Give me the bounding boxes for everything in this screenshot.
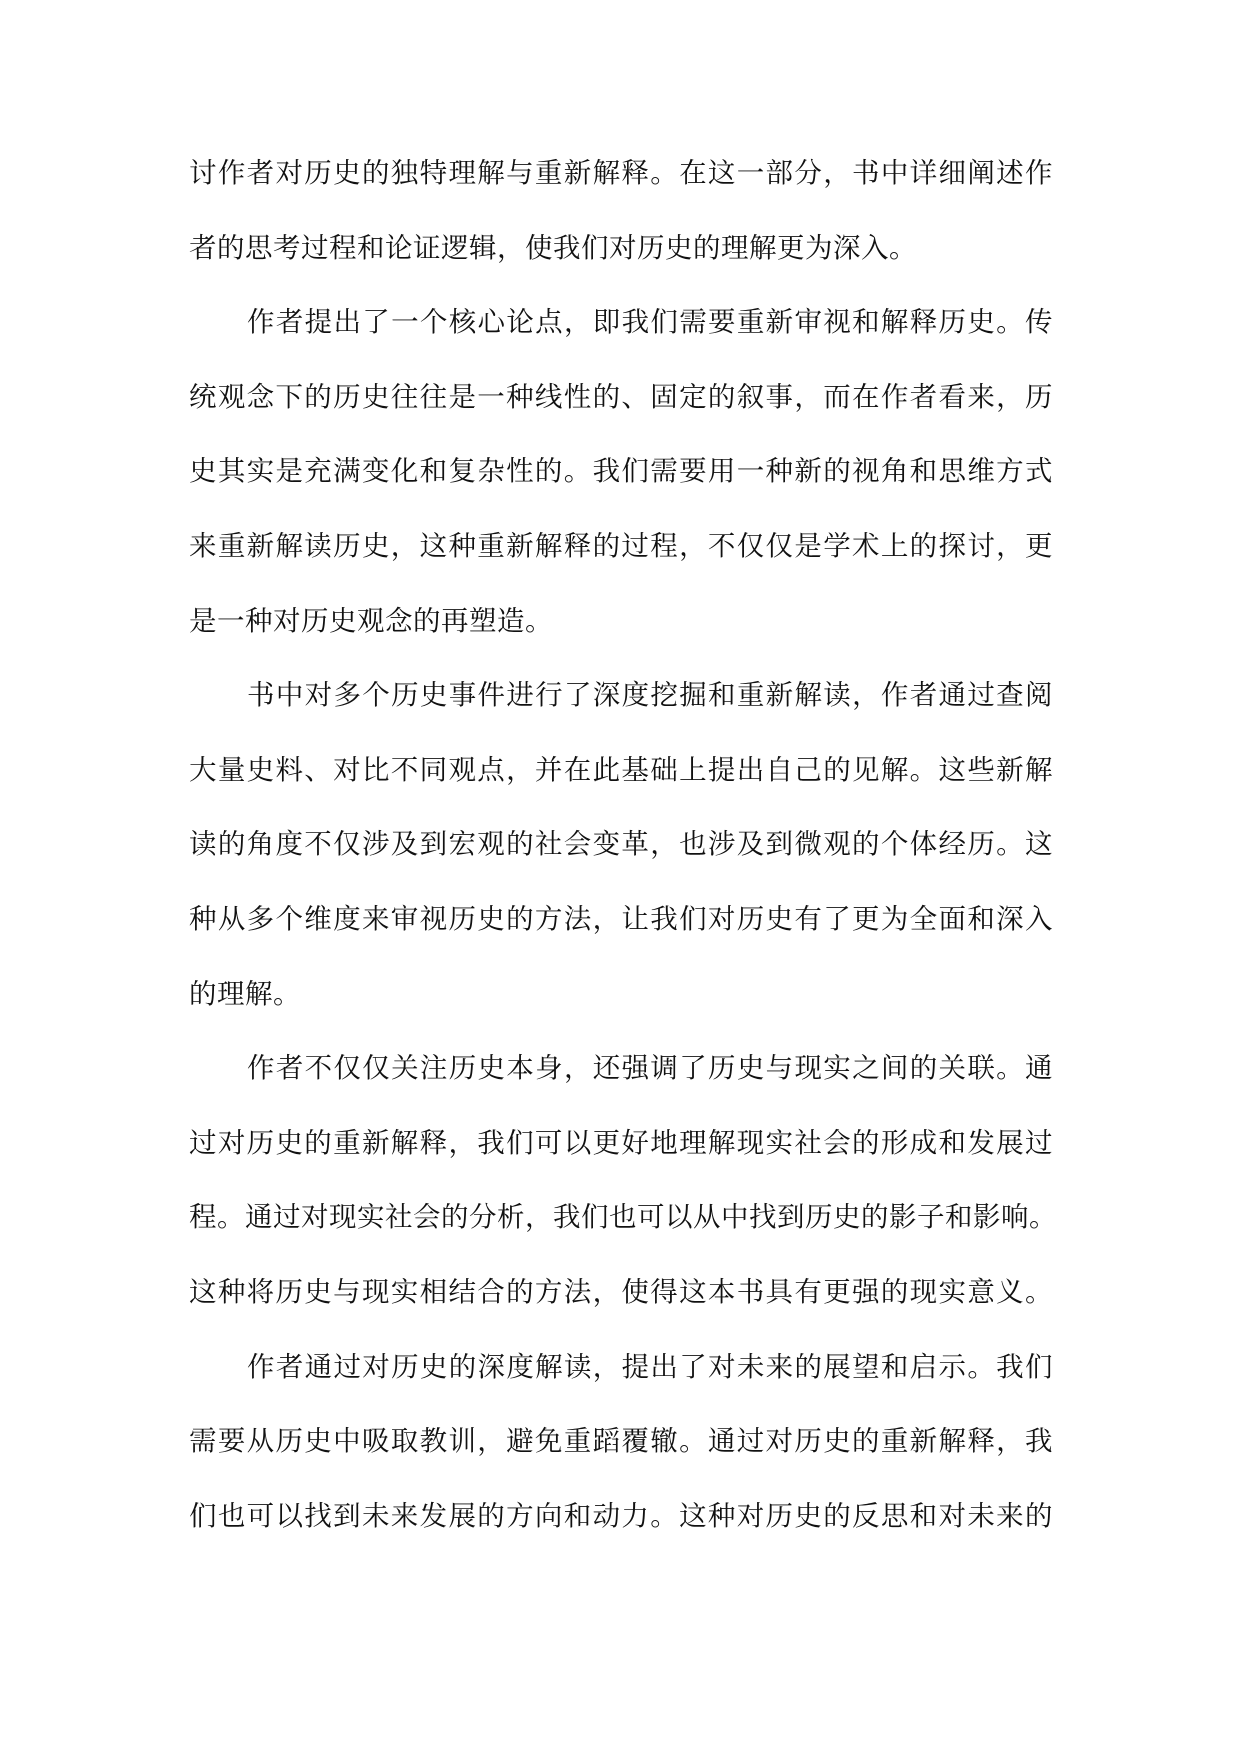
text-line: 这种将历史与现实相结合的方法，使得这本书具有更强的现实意义。 <box>189 1275 1053 1308</box>
text-line: 的理解。 <box>189 977 301 1010</box>
text-line: 统观念下的历史往往是一种线性的、固定的叙事，而在作者看来，历 <box>189 380 1053 413</box>
text-line: 需要从历史中吸取教训，避免重蹈覆辙。通过对历史的重新解释，我 <box>189 1425 1053 1458</box>
text-line: 们也可以找到未来发展的方向和动力。这种对历史的反思和对未来的 <box>189 1499 1053 1532</box>
text-line: 者的思考过程和论证逻辑，使我们对历史的理解更为深入。 <box>189 231 917 264</box>
text-line: 作者不仅仅关注历史本身，还强调了历史与现实之间的关联。通 <box>247 1052 1053 1085</box>
text-line: 种从多个维度来审视历史的方法，让我们对历史有了更为全面和深入 <box>189 902 1053 935</box>
text-line: 书中对多个历史事件进行了深度挖掘和重新解读，作者通过查阅 <box>247 679 1053 712</box>
text-line: 是一种对历史观念的再塑造。 <box>189 604 553 637</box>
text-line: 程。通过对现实社会的分析，我们也可以从中找到历史的影子和影响。 <box>189 1201 1057 1234</box>
text-line: 作者通过对历史的深度解读，提出了对未来的展望和启示。我们 <box>247 1350 1053 1383</box>
text-line: 大量史料、对比不同观点，并在此基础上提出自己的见解。这些新解 <box>189 753 1053 786</box>
text-line: 读的角度不仅涉及到宏观的社会变革，也涉及到微观的个体经历。这 <box>189 828 1053 861</box>
text-line: 讨作者对历史的独特理解与重新解释。在这一部分，书中详细阐述作 <box>189 157 1053 189</box>
text-line: 作者提出了一个核心论点，即我们需要重新审视和解释历史。传 <box>247 306 1053 339</box>
text-line: 过对历史的重新解释，我们可以更好地理解现实社会的形成和发展过 <box>189 1126 1053 1159</box>
text-line: 史其实是充满变化和复杂性的。我们需要用一种新的视角和思维方式 <box>189 455 1053 488</box>
body-text <box>189 143 1057 1560</box>
text-line: 来重新解读历史，这种重新解释的过程，不仅仅是学术上的探讨，更 <box>189 529 1053 562</box>
